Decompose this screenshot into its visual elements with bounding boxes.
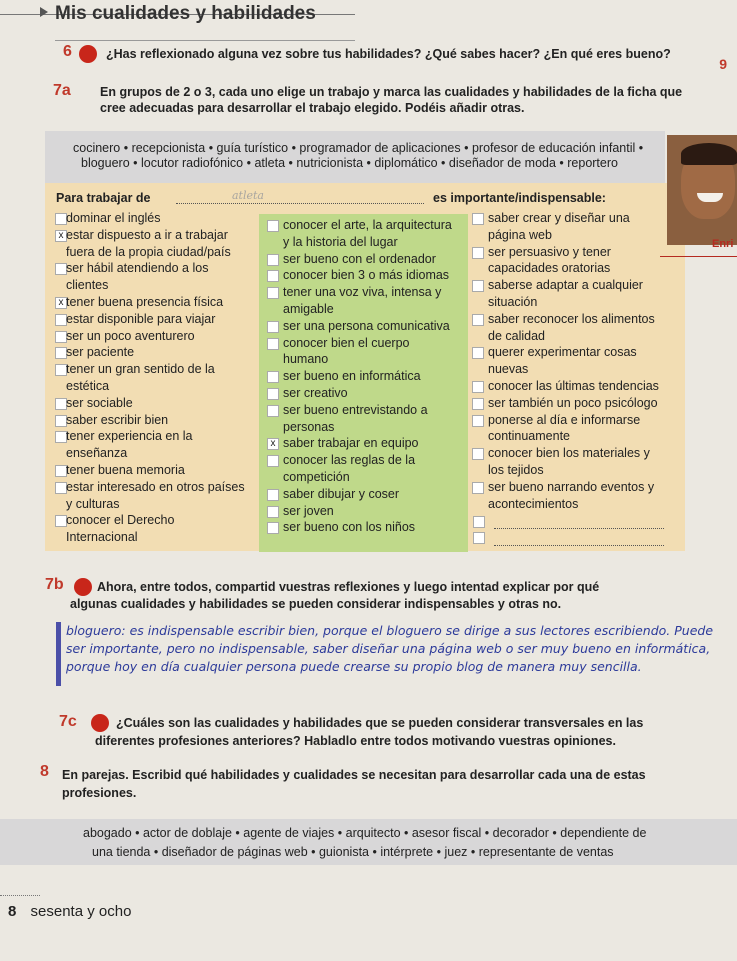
quality-item: amigable [283,302,334,316]
blank-line[interactable] [494,528,664,529]
q7c-line2: diferentes profesiones anteriores? Habladlo entre todos motivando vuestras opiniones. [95,734,616,748]
checkbox[interactable] [472,213,484,225]
quality-item: y culturas [66,496,120,511]
quality-item: ser hábil atendiendo a los [66,261,209,276]
checkbox[interactable] [267,522,279,534]
handwritten-note: atleta [232,189,264,202]
title-underline [55,40,355,41]
quality-item: estética [66,379,110,393]
quality-item: saber crear y diseñar una [488,211,630,225]
photo-rule [660,256,737,257]
margin-number: 9 [719,56,727,72]
quality-item: fuera de la propia ciudad/país [66,244,231,259]
speech-bubble-icon [91,714,109,732]
checkbox[interactable] [267,455,279,467]
quality-item: saber reconocer los alimentos [488,311,655,326]
example-line3: porque hoy en día cualquier persona puede crearse su propio blog de manera muy sencilla. [66,659,642,674]
checkbox[interactable] [472,347,484,359]
quality-item: saber escribir bien [66,412,169,427]
table-head-left: Para trabajar de [56,191,151,205]
quality-item: dominar el inglés [66,211,161,225]
quality-item: competición [283,470,350,484]
quality-item: ser bueno en informática [283,369,421,384]
quality-item: acontecimientos [488,496,579,511]
example-bar [56,622,61,686]
checkbox[interactable] [473,516,485,528]
checkbox[interactable] [472,381,484,393]
checkbox[interactable] [267,405,279,417]
quality-item: saber trabajar en equipo [283,436,419,451]
quality-item: ser bueno con los niños [283,520,416,535]
quality-item: ser también un poco psicólogo [488,395,658,410]
q7b-line2: algunas cualidades y habilidades se pueden considerar indispensables y otras no. [70,597,562,611]
checkbox[interactable] [267,270,279,282]
checkbox[interactable]: x [55,230,67,242]
quality-item: tener experiencia en la [66,429,193,444]
person-photo [667,135,737,245]
photo-label: Enri [712,238,734,250]
quality-item: clientes [66,278,109,293]
header-arrow-icon [40,7,48,17]
quality-item: conocer las reglas de la [283,453,416,468]
quality-item: querer experimentar cosas [488,345,637,360]
checkbox[interactable] [472,482,484,494]
quality-item: continuamente [488,429,571,444]
roles-line1: cocinero • recepcionista • guía turístico • programador de aplicaciones • profesor de educación infantil • [73,141,644,155]
checkbox[interactable] [267,321,279,333]
quality-item: conocer el arte, la arquitectura [283,218,452,232]
quality-item: estar disponible para viajar [66,311,216,326]
q7c-number: 7c [59,713,77,730]
quality-item: ser persuasivo y tener [488,244,611,259]
quality-item: conocer bien 3 o más idiomas [283,268,450,283]
checkbox[interactable] [472,280,484,292]
quality-item: conocer bien los materiales y [488,446,650,461]
quality-item: ser una persona comunicativa [283,318,450,333]
quality-item: saber dibujar y coser [283,486,400,501]
table-head-right: es importante/indispensable: [433,191,606,205]
quality-item: tener un gran sentido de la [66,362,215,377]
quality-item: página web [488,227,552,242]
checkbox[interactable] [267,287,279,299]
section-title: Mis cualidades y habilidades [55,3,316,24]
q7a-number: 7a [53,82,71,99]
quality-item: ser bueno narrando eventos y [488,479,655,494]
checkbox[interactable] [267,506,279,518]
quality-item: ser joven [283,503,334,518]
q7a-line2: cree adecuadas para desarrollar el trabajo elegido. Podéis añadir otras. [100,101,525,115]
quality-item: Internacional [66,530,138,545]
job-write-line[interactable] [176,203,424,204]
checkbox[interactable] [267,388,279,400]
quality-item: tener una voz viva, intensa y [283,285,442,300]
quality-item: situación [488,295,538,309]
quality-item: los tejidos [488,463,544,477]
quality-item: humano [283,352,329,367]
checkbox[interactable] [472,398,484,410]
quality-item: conocer el Derecho [66,513,175,528]
checkbox[interactable]: x [267,438,279,450]
speech-bubble-icon [74,578,92,596]
blank-line[interactable] [494,545,664,546]
quality-item: enseñanza [66,446,128,461]
quality-item: ser creativo [283,386,348,400]
q8-number: 8 [40,763,49,780]
quality-item: estar dispuesto a ir a trabajar [66,227,228,242]
roles-box [45,131,665,183]
page-number: 8 [8,903,17,920]
quality-item: conocer bien el cuerpo [283,335,410,350]
professions-box [0,819,737,865]
quality-item: nuevas [488,362,529,377]
roles-line2: bloguero • locutor radiofónico • atleta • nutricionista • diplomático • diseñador de moda • reportero [81,156,618,170]
quality-item: conocer las últimas tendencias [488,379,659,393]
quality-item: y la historia del lugar [283,234,398,249]
page-text: sesenta y ocho [30,903,132,920]
checkbox[interactable] [472,448,484,460]
checkbox[interactable] [472,314,484,326]
quality-item: personas [283,419,335,434]
checkbox[interactable] [473,532,485,544]
professions-line1: abogado • actor de doblaje • agente de viajes • arquitecto • asesor fiscal • decorador • dependiente de [83,826,647,840]
q7b-number: 7b [45,576,64,593]
checkbox[interactable]: x [55,297,67,309]
checkbox[interactable] [472,247,484,259]
q6-number: 6 [63,43,72,60]
speech-bubble-icon [79,45,97,63]
quality-item: ser paciente [66,345,135,360]
checkbox[interactable] [267,338,279,350]
quality-item: tener buena presencia física [66,295,224,309]
quality-item: saberse adaptar a cualquier [488,278,643,293]
quality-item: estar interesado en otros países [66,479,245,494]
q8-line2: profesiones. [62,786,137,800]
checkbox[interactable] [472,415,484,427]
checkbox[interactable] [267,254,279,266]
checkbox[interactable] [267,371,279,383]
q8-line1: En parejas. Escribid qué habilidades y cualidades se necesitan para desarrollar cada una de estas [62,768,646,782]
checkbox[interactable] [267,220,279,232]
checkbox[interactable] [267,489,279,501]
quality-item: ser bueno entrevistando a [283,402,428,417]
q7a-line1: En grupos de 2 o 3, cada uno elige un trabajo y marca las cualidades y habilidades de la ficha que [100,85,683,99]
q7c-line1: ¿Cuáles son las cualidades y habilidades que se pueden considerar transversales en las [116,716,644,730]
example-line1: bloguero: es indispensable escribir bien, porque el bloguero se dirige a sus lectores escribiendo. Puede [66,623,714,638]
quality-item: tener buena memoria [66,463,185,477]
quality-item: ser un poco aventurero [66,328,195,343]
q6-text: ¿Has reflexionado alguna vez sobre tus habilidades? ¿Qué sabes hacer? ¿En qué eres bueno? [106,47,671,61]
quality-item: capacidades oratorias [488,261,611,276]
quality-item: ser bueno con el ordenador [283,251,436,266]
q7b-line1: Ahora, entre todos, compartid vuestras reflexiones y luego intentad explicar por qué [97,580,600,594]
example-text [66,622,714,676]
professions-line2: una tienda • diseñador de páginas web • guionista • intérprete • juez • representante de ventas [92,845,614,859]
quality-item: ponerse al día e informarse [488,412,641,427]
footer-rule [0,895,40,896]
quality-item: de calidad [488,328,545,343]
hair-shape [681,143,737,165]
quality-item: ser sociable [66,395,133,410]
page-footer [8,903,131,920]
example-line2: ser importante, pero no indispensable, saber diseñar una página web o ser muy bueno en informática, [66,641,711,656]
